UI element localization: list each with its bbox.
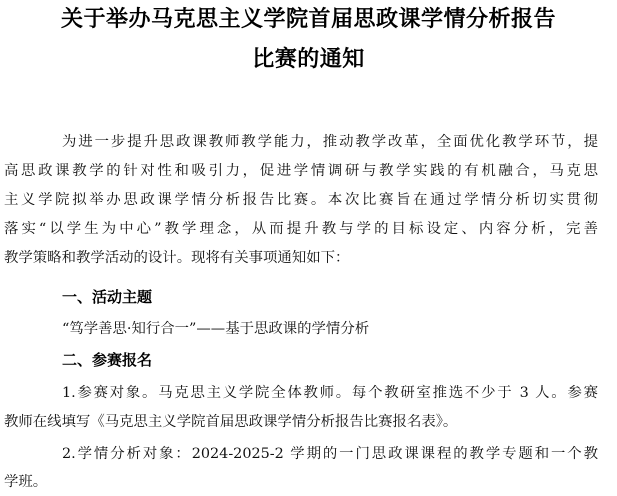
document-title-line-1: 关于举办马克思主义学院首届思政课学情分析报告 [60, 6, 556, 32]
item-1-line-1: 1.参赛对象。马克思主义学院全体教师。每个教研室推选不少于 3 人。参赛 [62, 385, 598, 401]
item-2-line-1: 2.学情分析对象：2024-2025-2 学期的一门思政课课程的教学专题和一个教 [62, 446, 598, 462]
item-1-line-2: 教师在线填写《马克思主义学院首届思政课学情分析报告比赛报名表》。 [4, 414, 458, 430]
intro-line-1: 为进一步提升思政课教师教学能力，推动教学改革，全面优化教学环节，提 [62, 134, 598, 150]
document-title-line-2: 比赛的通知 [252, 46, 365, 72]
section-2-heading: 二、参赛报名 [62, 351, 153, 369]
intro-line-4: 落实“以学生为中心”教学理念，从而提升教与学的目标设定、内容分析，完善 [4, 221, 598, 237]
intro-line-3: 主义学院拟举办思政课学情分析报告比赛。本次比赛旨在通过学情分析切实贯彻 [4, 192, 598, 208]
item-2-line-2: 学班。 [4, 474, 48, 490]
section-1-theme: “笃学善思·知行合一”——基于思政课的学情分析 [62, 321, 370, 337]
intro-line-5: 教学策略和教学活动的设计。现将有关事项通知如下： [4, 250, 350, 266]
section-1-heading: 一、活动主题 [62, 288, 153, 306]
intro-line-2: 高思政课教学的针对性和吸引力，促进学情调研与教学实践的有机融合，马克思 [4, 163, 598, 179]
